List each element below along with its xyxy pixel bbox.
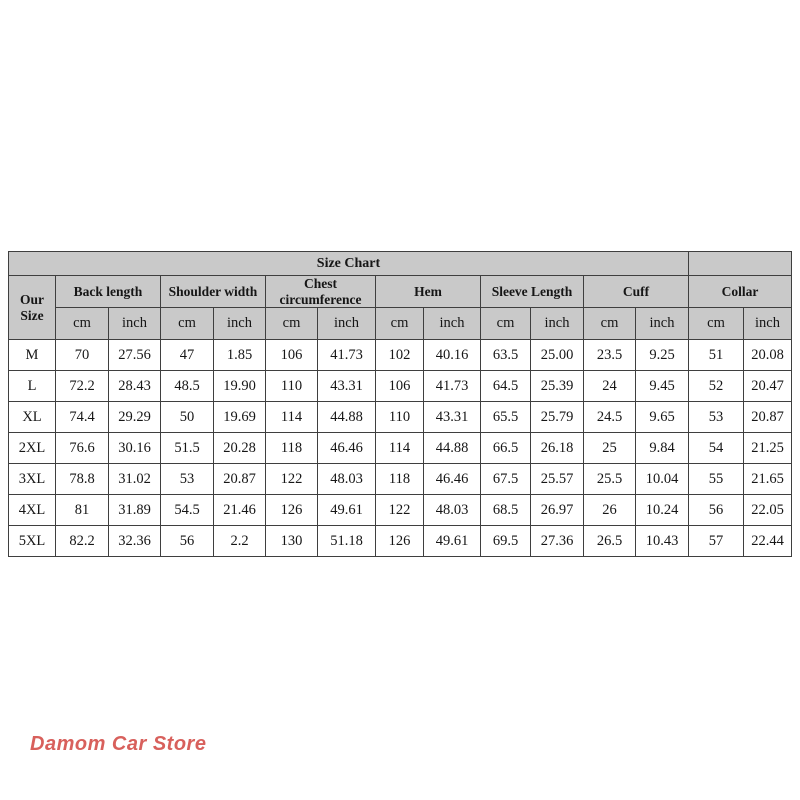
unit-label-cm: cm xyxy=(584,308,636,340)
measurement-cell: 24.5 xyxy=(584,402,636,433)
unit-row xyxy=(9,308,792,340)
measurement-cell: 29.29 xyxy=(109,402,161,433)
measurement-cell: 53 xyxy=(689,402,744,433)
measurement-cell: 57 xyxy=(689,526,744,557)
measurement-cell: 9.65 xyxy=(636,402,689,433)
measurement-cell: 9.45 xyxy=(636,371,689,402)
measurement-cell: 28.43 xyxy=(109,371,161,402)
measurement-cell: 44.88 xyxy=(424,433,481,464)
table-row xyxy=(9,526,792,557)
measurement-cell: 46.46 xyxy=(424,464,481,495)
unit-label-inch: inch xyxy=(636,308,689,340)
title-corner-cell xyxy=(689,252,792,276)
unit-label-cm: cm xyxy=(266,308,318,340)
measurement-cell: 9.84 xyxy=(636,433,689,464)
measurement-cell: 9.25 xyxy=(636,340,689,371)
measurement-cell: 22.05 xyxy=(744,495,792,526)
measurement-cell: 26.18 xyxy=(531,433,584,464)
measurement-cell: 21.25 xyxy=(744,433,792,464)
group-header-chest-circumference: Chest circumference xyxy=(266,276,376,308)
measurement-cell: 54 xyxy=(689,433,744,464)
measurement-cell: 27.36 xyxy=(531,526,584,557)
table-row xyxy=(9,464,792,495)
measurement-cell: 41.73 xyxy=(318,340,376,371)
measurement-cell: 41.73 xyxy=(424,371,481,402)
measurement-cell: 20.47 xyxy=(744,371,792,402)
measurement-cell: 54.5 xyxy=(161,495,214,526)
measurement-cell: 25.39 xyxy=(531,371,584,402)
measurement-cell: 20.87 xyxy=(744,402,792,433)
measurement-cell: 21.65 xyxy=(744,464,792,495)
measurement-cell: 1.85 xyxy=(214,340,266,371)
measurement-cell: 49.61 xyxy=(424,526,481,557)
measurement-cell: 40.16 xyxy=(424,340,481,371)
unit-label-cm: cm xyxy=(56,308,109,340)
measurement-cell: 76.6 xyxy=(56,433,109,464)
measurement-cell: 64.5 xyxy=(481,371,531,402)
measurement-cell: 20.08 xyxy=(744,340,792,371)
measurement-cell: 114 xyxy=(266,402,318,433)
measurement-cell: 30.16 xyxy=(109,433,161,464)
unit-label-cm: cm xyxy=(689,308,744,340)
measurement-cell: 25.57 xyxy=(531,464,584,495)
measurement-cell: 25.5 xyxy=(584,464,636,495)
measurement-cell: 46.46 xyxy=(318,433,376,464)
measurement-cell: 110 xyxy=(266,371,318,402)
measurement-cell: 43.31 xyxy=(318,371,376,402)
measurement-cell: 106 xyxy=(266,340,318,371)
measurement-cell: 26 xyxy=(584,495,636,526)
measurement-cell: 78.8 xyxy=(56,464,109,495)
measurement-cell: 43.31 xyxy=(424,402,481,433)
our-size-header: Our Size xyxy=(9,276,56,340)
measurement-cell: 126 xyxy=(266,495,318,526)
measurement-cell: 118 xyxy=(266,433,318,464)
measurement-cell: 19.90 xyxy=(214,371,266,402)
table-row xyxy=(9,371,792,402)
measurement-cell: 47 xyxy=(161,340,214,371)
measurement-cell: 50 xyxy=(161,402,214,433)
column-group-row xyxy=(9,276,792,308)
unit-label-inch: inch xyxy=(424,308,481,340)
measurement-cell: 81 xyxy=(56,495,109,526)
measurement-cell: 51 xyxy=(689,340,744,371)
measurement-cell: 51.18 xyxy=(318,526,376,557)
measurement-cell: 63.5 xyxy=(481,340,531,371)
measurement-cell: 56 xyxy=(161,526,214,557)
table-row xyxy=(9,340,792,371)
measurement-cell: 114 xyxy=(376,433,424,464)
measurement-cell: 25.79 xyxy=(531,402,584,433)
unit-label-cm: cm xyxy=(481,308,531,340)
unit-label-inch: inch xyxy=(531,308,584,340)
size-label-cell: XL xyxy=(9,402,56,433)
measurement-cell: 10.24 xyxy=(636,495,689,526)
measurement-cell: 31.89 xyxy=(109,495,161,526)
measurement-cell: 102 xyxy=(376,340,424,371)
group-header-shoulder-width: Shoulder width xyxy=(161,276,266,308)
unit-label-inch: inch xyxy=(744,308,792,340)
measurement-cell: 23.5 xyxy=(584,340,636,371)
measurement-cell: 66.5 xyxy=(481,433,531,464)
measurement-cell: 26.5 xyxy=(584,526,636,557)
unit-label-inch: inch xyxy=(318,308,376,340)
group-header-hem: Hem xyxy=(376,276,481,308)
measurement-cell: 10.04 xyxy=(636,464,689,495)
measurement-cell: 25 xyxy=(584,433,636,464)
measurement-cell: 22.44 xyxy=(744,526,792,557)
unit-label-inch: inch xyxy=(214,308,266,340)
table-row xyxy=(9,433,792,464)
size-label-cell: L xyxy=(9,371,56,402)
measurement-cell: 25.00 xyxy=(531,340,584,371)
group-header-sleeve-length: Sleeve Length xyxy=(481,276,584,308)
table-row xyxy=(9,402,792,433)
measurement-cell: 31.02 xyxy=(109,464,161,495)
measurement-cell: 2.2 xyxy=(214,526,266,557)
measurement-cell: 65.5 xyxy=(481,402,531,433)
size-label-cell: 3XL xyxy=(9,464,56,495)
measurement-cell: 48.03 xyxy=(424,495,481,526)
size-label-cell: 5XL xyxy=(9,526,56,557)
measurement-cell: 48.5 xyxy=(161,371,214,402)
group-header-cuff: Cuff xyxy=(584,276,689,308)
group-header-back-length: Back length xyxy=(56,276,161,308)
title-row xyxy=(9,252,792,276)
group-header-collar: Collar xyxy=(689,276,792,308)
measurement-cell: 69.5 xyxy=(481,526,531,557)
measurement-cell: 122 xyxy=(376,495,424,526)
measurement-cell: 126 xyxy=(376,526,424,557)
measurement-cell: 67.5 xyxy=(481,464,531,495)
measurement-cell: 21.46 xyxy=(214,495,266,526)
measurement-cell: 19.69 xyxy=(214,402,266,433)
measurement-cell: 82.2 xyxy=(56,526,109,557)
measurement-cell: 10.43 xyxy=(636,526,689,557)
measurement-cell: 72.2 xyxy=(56,371,109,402)
size-label-cell: M xyxy=(9,340,56,371)
measurement-cell: 130 xyxy=(266,526,318,557)
size-chart-title: Size Chart xyxy=(9,252,689,276)
size-label-cell: 4XL xyxy=(9,495,56,526)
unit-label-inch: inch xyxy=(109,308,161,340)
measurement-cell: 118 xyxy=(376,464,424,495)
measurement-cell: 49.61 xyxy=(318,495,376,526)
measurement-cell: 55 xyxy=(689,464,744,495)
measurement-cell: 48.03 xyxy=(318,464,376,495)
measurement-cell: 20.28 xyxy=(214,433,266,464)
measurement-cell: 106 xyxy=(376,371,424,402)
table-row xyxy=(9,495,792,526)
unit-label-cm: cm xyxy=(161,308,214,340)
measurement-cell: 52 xyxy=(689,371,744,402)
store-watermark: Damom Car Store xyxy=(30,733,207,755)
size-chart-table xyxy=(8,251,792,557)
measurement-cell: 44.88 xyxy=(318,402,376,433)
size-chart-body xyxy=(9,340,792,557)
unit-label-cm: cm xyxy=(376,308,424,340)
measurement-cell: 110 xyxy=(376,402,424,433)
measurement-cell: 32.36 xyxy=(109,526,161,557)
measurement-cell: 27.56 xyxy=(109,340,161,371)
measurement-cell: 56 xyxy=(689,495,744,526)
measurement-cell: 122 xyxy=(266,464,318,495)
measurement-cell: 74.4 xyxy=(56,402,109,433)
size-label-cell: 2XL xyxy=(9,433,56,464)
measurement-cell: 20.87 xyxy=(214,464,266,495)
measurement-cell: 51.5 xyxy=(161,433,214,464)
measurement-cell: 68.5 xyxy=(481,495,531,526)
measurement-cell: 53 xyxy=(161,464,214,495)
measurement-cell: 24 xyxy=(584,371,636,402)
measurement-cell: 26.97 xyxy=(531,495,584,526)
size-chart-header xyxy=(9,252,792,340)
measurement-cell: 70 xyxy=(56,340,109,371)
